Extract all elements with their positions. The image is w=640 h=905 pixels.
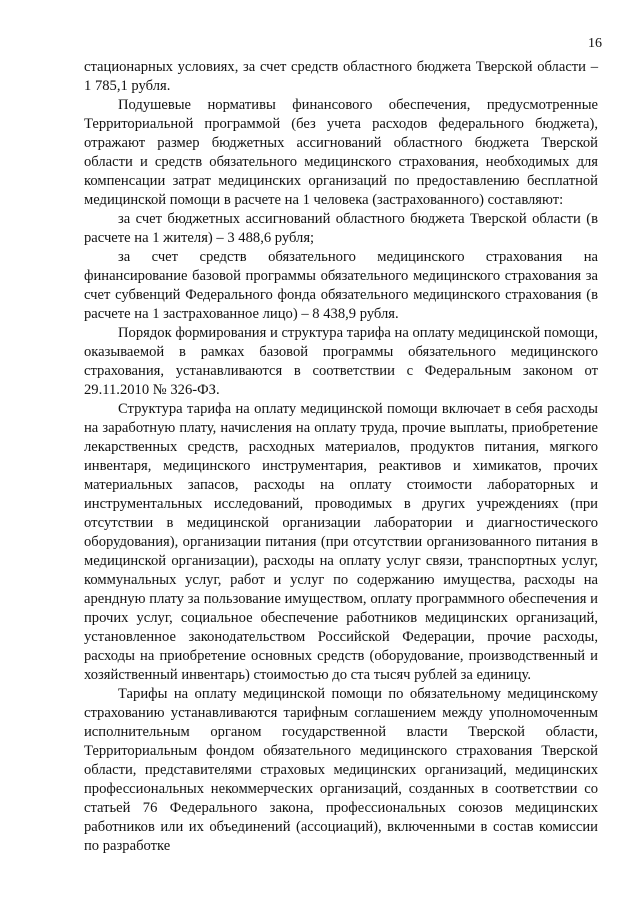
- page-number: 16: [588, 36, 602, 51]
- paragraph-tariff-procedure: Порядок формирования и структура тарифа на оплату медицинской помощи, оказываемой в рамках базовой программы обязательного медицинского страхования, устанавливаются в соответствии с Федеральным законом от 29.11.2010 № 326-ФЗ.: [84, 325, 598, 398]
- paragraph-per-capita-norms: Подушевые нормативы финансового обеспечения, предусмотренные Территориальной программой (без учета расходов федерального бюджета), отражают размер бюджетных ассигнований областного бюджета Тверской области и средств обязательного медицинского страхования, необходимых для компенсации затрат медицинских организаций по предоставлению бесплатной медицинской помощи в расчете на 1 человека (застрахованного) составляют:: [84, 97, 598, 208]
- paragraph-tariff-agreement: Тарифы на оплату медицинской помощи по обязательному медицинскому страхованию устанавливаются тарифным соглашением между уполномоченным исполнительным органом государственной власти Тверской области, Территориальным фондом обязательного медицинского страхования Тверской области, представителями страховых медицинских организаций, медицинских профессиональных некоммерческих организаций, созданных в соответствии со статьей 76 Федерального закона, профессиональных союзов медицинских работников или их объединений (ассоциаций), включенными в состав комиссии по разработке: [84, 686, 598, 854]
- body-text: [84, 58, 598, 856]
- paragraph-regional-budget-norm: за счет бюджетных ассигнований областного бюджета Тверской области (в расчете на 1 жителя) – 3 488,6 рубля;: [84, 211, 598, 246]
- paragraph-oms-norm: за счет средств обязательного медицинского страхования на финансирование базовой программы обязательного медицинского страхования за счет субвенций Федерального фонда обязательного медицинского страхования (в расчете на 1 застрахованное лицо) – 8 438,9 рубля.: [84, 249, 598, 322]
- paragraph-continuation: стационарных условиях, за счет средств областного бюджета Тверской области – 1 785,1 рубля.: [84, 59, 598, 94]
- paragraph-tariff-structure: Структура тарифа на оплату медицинской помощи включает в себя расходы на заработную плату, начисления на оплату труда, прочие выплаты, приобретение лекарственных средств, расходных материалов, продуктов питания, мягкого инвентаря, медицинского инструментария, реактивов и химикатов, прочих материальных запасов, расходы на оплату стоимости лабораторных и инструментальных исследований, проводимых в других учреждениях (при отсутствии в медицинской организации лаборатории и диагностического оборудования), организации питания (при отсутствии организованного питания в медицинской организации), расходы на оплату услуг связи, транспортных услуг, коммунальных услуг, работ и услуг по содержанию имущества, расходы на арендную плату за пользование имуществом, оплату программного обеспечения и прочих услуг, социальное обеспечение работников медицинских организаций, установленное законодательством Российской Федерации, прочие расходы, расходы на приобретение основных средств (оборудование, производственный и хозяйственный инвентарь) стоимостью до ста тысяч рублей за единицу.: [84, 401, 598, 683]
